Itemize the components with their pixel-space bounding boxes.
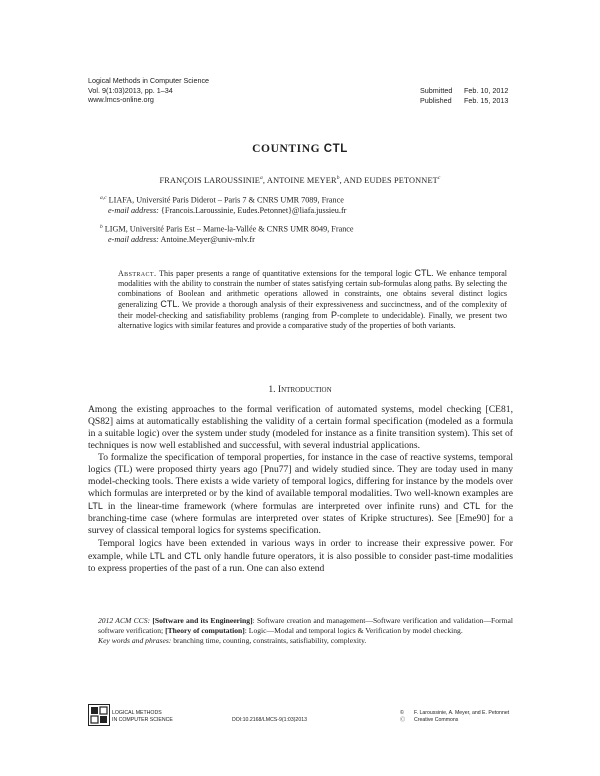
email-1[interactable]: {Francois.Laroussinie, Eudes.Petonnet}@liafa.jussieu.fr [160, 206, 347, 216]
affiliation-2 [100, 222, 354, 246]
license-name[interactable]: Creative Commons [414, 717, 459, 724]
author-2: ANTOINE MEYER [266, 175, 337, 185]
paragraph [88, 452, 513, 537]
author-1-sup: a [260, 175, 263, 181]
doi[interactable]: DOI:10.2168/LMCS-9(1:03)2013 [232, 717, 307, 723]
license-block [400, 710, 509, 724]
author-1: FRANÇOIS LAROUSSINIE [159, 175, 261, 185]
paragraph-text: To formalize the specification of temporal properties, for instance in the case of reactive systems, temporal logics (TL) were proposed thirty years ago [Pnu77] and widely studied since. They are today used in many model-checking tools. There exists a wide variety of temporal logics, differing for instance by the models over which formulas are interpreted or by the kind of available temporal modalities. Two well-known examples are [88, 452, 513, 500]
affiliation-1-text: LIAFA, Université Paris Diderot – Paris 7 & CNRS UMR 7089, France [108, 195, 344, 205]
abstract-text: This paper presents a range of quantitative extensions for the temporal logic [159, 269, 412, 278]
logic-ltl: LTL [88, 501, 103, 512]
abstract-text: . We enhance temporal modalities with the ability to constrain the number of states satisfying certain sub-formulas along paths. By selecting the combinations of Boolean and arithmetic operations allowed in constraints, one obtains several distinct logics generalizing [118, 269, 508, 310]
email-label: e-mail address: [108, 235, 159, 245]
affiliation-2-text: LIGM, Université Paris Est – Marne-la-Vallée & CNRS UMR 8049, France [104, 224, 354, 234]
paper-title [0, 143, 600, 155]
logic-ctl: CTL [463, 501, 481, 512]
title-logic: CTL [323, 143, 348, 155]
abstract-text: -complete to undecidable). Finally, we present two alternative logics with similar features and provide a comparative study of the properties of both variants. [118, 311, 507, 331]
title-main: COUNTING [252, 143, 321, 155]
paragraph-text: in the linear-time framework (where formulas are interpreted over infinite runs) and [107, 501, 459, 513]
lmcs-logo-icon [88, 704, 110, 726]
journal-volume: Vol. 9(1:03)2013, pp. 1–34 [88, 85, 173, 95]
paragraph-text: Temporal logics have been extended in various ways in order to increase their expressive power. For example, while [88, 537, 513, 562]
paragraph-text: for the branching-time case (where formulas are interpreted over states of Kripke structures). See [Eme90] for a survey of classical temporal logics for systems specification. [88, 501, 513, 537]
keywords-label: Key words and phrases: [98, 635, 172, 645]
affiliation-2-sup: b [100, 224, 103, 230]
section-title: Introduction [277, 384, 332, 395]
complexity-class: P [330, 310, 337, 321]
copyright-holders: F. Laroussinie, A. Meyer, and E. Petonnet [414, 710, 510, 716]
author-3-sup: c [437, 175, 441, 181]
submitted-date: Feb. 10, 2012 [464, 86, 509, 95]
affiliation-1 [100, 193, 346, 217]
copyright-icon: © [400, 710, 404, 716]
journal-name: Logical Methods in Computer Science [88, 76, 210, 85]
author-3: AND EUDES PETONNET [343, 175, 438, 185]
paragraph: Among the existing approaches to the formal verification of automated systems, model checking [CE81, QS82] aims at automatically establishing the validity of a certain formal specification (modeled as a formula in a suitable logic) over the system under study (modeled for instance as a finite transition system). This set of techniques is now well established and successful, with several industrial applications. [88, 404, 513, 452]
footnote [88, 616, 513, 645]
paragraph [88, 538, 513, 575]
journal-website[interactable]: www.lmcs-online.org [88, 95, 154, 105]
journal-header [88, 76, 209, 105]
keywords [88, 636, 513, 646]
affiliation-1-sup: a,c [100, 195, 107, 201]
acm-category: [Software and its Engineering] [152, 616, 253, 625]
author-list: FRANÇOIS LAROUSSINIE$^a$, ANTOINE MEYER$^b$, AND EUDES PETONNET$^c$ [159, 175, 441, 185]
cc-icon: Ⓒ [400, 717, 406, 724]
acm-text: : Logic—Modal and temporal logics & Verification by model checking. [244, 625, 463, 635]
acm-label: 2012 ACM CCS: [98, 616, 151, 625]
abstract-label: Abstract. [118, 269, 157, 278]
abstract-text: . We provide a thorough analysis of their expressiveness and succinctness, and of the complexity of their model-checking and satisfiability problems (ranging from [118, 300, 508, 321]
abstract [118, 268, 507, 332]
paragraph-text: only handle future operators, it is also possible to consider past-time modalities to express properties of the past of a run. One can also extend [88, 550, 513, 574]
submission-dates [420, 86, 508, 105]
published-date: Feb. 15, 2013 [464, 95, 509, 105]
publisher-name [112, 710, 173, 723]
published-label: Published [420, 95, 452, 105]
author-2-sup: b [336, 175, 340, 181]
submitted-label: Submitted [420, 86, 453, 95]
section-heading [0, 384, 600, 395]
publisher-line-2: IN COMPUTER SCIENCE [112, 716, 173, 723]
logic-ctl: CTL [414, 268, 432, 278]
email-label: e-mail address: [108, 206, 159, 216]
acm-text: : Software creation and management—Software verification and validation—Formal software verification; [98, 616, 513, 635]
body-text [88, 404, 513, 575]
acm-category: [Theory of computation] [165, 625, 245, 635]
paragraph-text: and [167, 550, 182, 562]
logic-ltl: LTL [149, 550, 165, 561]
logic-ctl: CTL [184, 550, 202, 561]
email-2[interactable]: Antoine.Meyer@univ-mlv.fr [160, 235, 255, 245]
publisher-line-1: LOGICAL METHODS [112, 710, 162, 716]
acm-ccs [88, 616, 513, 636]
logic-ctl: CTL [160, 299, 178, 310]
keywords-text: branching time, counting, constraints, satisfiability, complexity. [173, 635, 367, 645]
section-number: 1. [268, 384, 276, 395]
